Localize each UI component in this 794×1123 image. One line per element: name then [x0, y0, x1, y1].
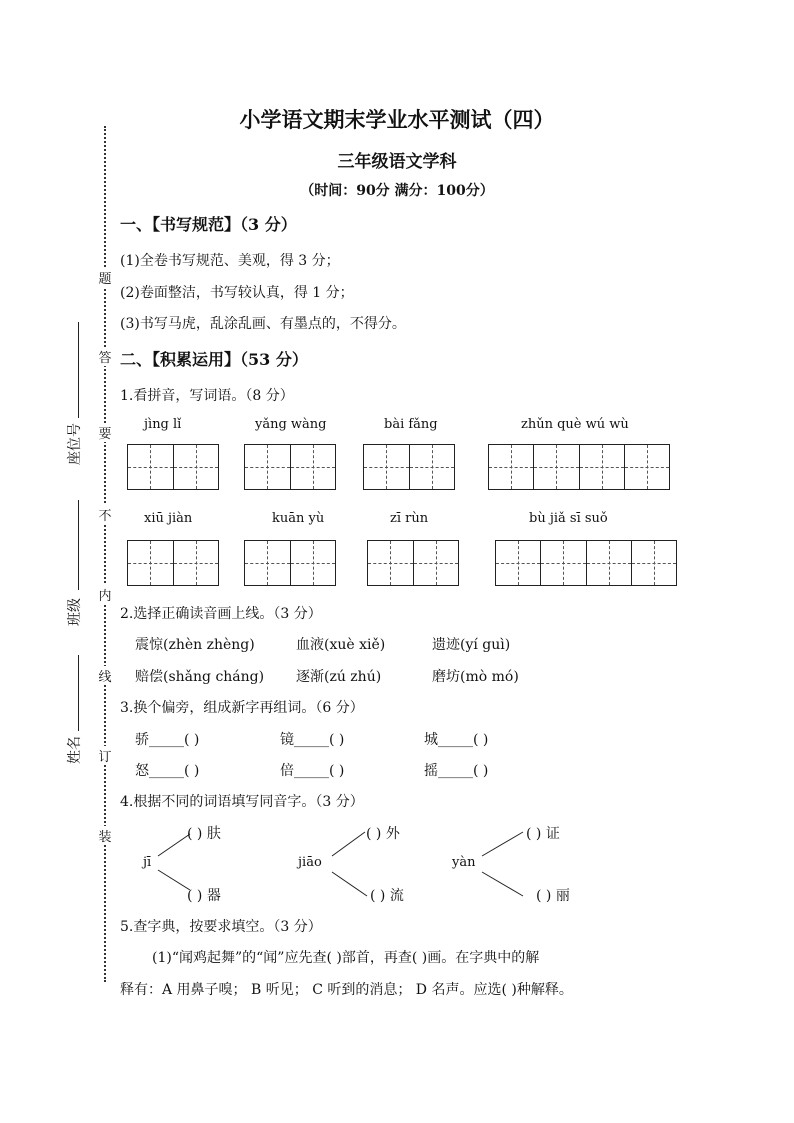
q2-item[interactable]: 震惊(zhèn zhèng) — [135, 637, 255, 653]
q3-item[interactable]: 摇_____( ) — [424, 763, 489, 779]
q3-item[interactable]: 镜_____( ) — [280, 732, 345, 748]
binding-char: 要 — [97, 423, 113, 442]
q4-pinyin: jiāo — [298, 855, 322, 870]
section1-heading: 一、【书写规范】（3 分） — [120, 215, 297, 234]
q2-item[interactable]: 遗迹(yí guì) — [432, 637, 511, 653]
binding-char: 订 — [97, 746, 113, 765]
page-subtitle: 三年级语文学科 — [337, 152, 457, 172]
section1-item: (3)书写马虎，乱涂乱画、有墨点的，不得分。 — [120, 316, 406, 332]
binding-char: 装 — [97, 826, 113, 845]
q4-title: 4.根据不同的词语填写同音字。（3 分） — [120, 794, 364, 810]
pinyin-label: bù jiǎ sī suǒ — [529, 511, 608, 526]
q3-item[interactable]: 骄_____( ) — [135, 732, 200, 748]
q1-title: 1.看拼音，写词语。（8 分） — [120, 388, 294, 404]
binding-char: 线 — [97, 666, 113, 685]
pinyin-label: zī rùn — [390, 511, 429, 526]
q5-line: (1)“闻鸡起舞”的“闻”应先查( )部首，再查( )画。在字典中的解 — [152, 950, 540, 966]
section1-item: (1)全卷书写规范、美观，得 3 分； — [120, 253, 340, 269]
q4-blank[interactable]: ( ) 证 — [526, 826, 560, 842]
q4-pinyin: jī — [143, 855, 152, 870]
q2-item[interactable]: 磨坊(mò mó) — [432, 669, 519, 685]
pinyin-label: yǎng wàng — [255, 417, 327, 432]
binding-char: 题 — [97, 268, 113, 287]
q5-line: 释有：A 用鼻子嗅； B 听见； C 听到的消息； D 名声。应选( )种解释。 — [120, 982, 573, 998]
exam-info: （时间：90分 满分：100分） — [300, 183, 494, 199]
q2-item[interactable]: 逐渐(zú zhú) — [296, 669, 382, 685]
pinyin-label: zhǔn què wú wù — [521, 417, 629, 432]
binding-char: 不 — [97, 505, 113, 524]
q4-blank[interactable]: ( ) 丽 — [536, 888, 570, 904]
q4-blank[interactable]: ( ) 肤 — [187, 826, 221, 842]
q2-item[interactable]: 赔偿(shǎng cháng) — [135, 669, 265, 685]
section1-item: (2)卷面整洁，书写较认真，得 1 分； — [120, 285, 354, 301]
q3-title: 3.换个偏旁，组成新字再组词。（6 分） — [120, 700, 364, 716]
page-title: 小学语文期末学业水平测试（四） — [239, 107, 555, 132]
q3-item[interactable]: 城_____( ) — [424, 732, 489, 748]
pinyin-label: bài fǎng — [384, 417, 438, 432]
pinyin-label: jìng lǐ — [144, 417, 182, 432]
pinyin-label: kuān yù — [272, 511, 325, 526]
q3-item[interactable]: 怒_____( ) — [135, 763, 200, 779]
q4-pinyin: yàn — [452, 855, 476, 870]
section2-heading: 二、【积累运用】（53 分） — [120, 350, 308, 369]
binding-char: 内 — [97, 585, 113, 604]
q3-item[interactable]: 倍_____( ) — [280, 763, 345, 779]
q5-title: 5.查字典，按要求填空。（3 分） — [120, 919, 322, 935]
pinyin-label: xiū jiàn — [144, 511, 193, 526]
name-label: 姓名 — [67, 736, 83, 764]
q2-title: 2.选择正确读音画上线。（3 分） — [120, 606, 322, 622]
seat-number-label: 座位号 — [67, 423, 83, 465]
class-label: 班级 — [67, 598, 83, 626]
q4-blank[interactable]: ( ) 流 — [370, 888, 404, 904]
q2-item[interactable]: 血液(xuè xiě) — [296, 637, 386, 653]
q4-blank[interactable]: ( ) 外 — [366, 826, 400, 842]
binding-char: 答 — [97, 347, 113, 366]
q4-blank[interactable]: ( ) 器 — [187, 888, 221, 904]
